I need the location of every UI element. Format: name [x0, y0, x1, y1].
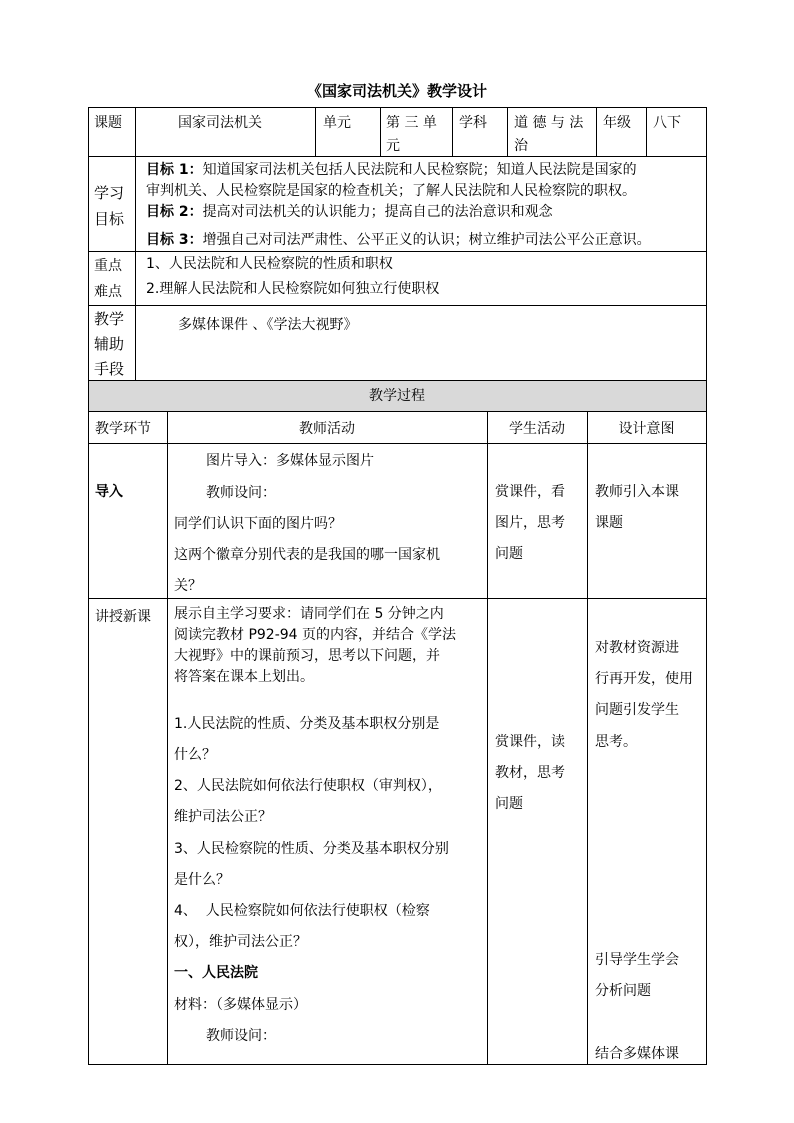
newlesson-student-3: 问题 — [495, 796, 523, 812]
objectives-label-b: 目标 — [94, 210, 125, 228]
col-stage: 教学环节 — [95, 421, 151, 437]
objective-1-cont: 审判机关、人民检察院是国家的检查机关；了解人民法院和人民检察院的职权。 — [146, 183, 636, 199]
value-grade: 八下 — [653, 115, 681, 131]
col-student: 学生活动 — [509, 421, 565, 437]
stage-intro: 导入 — [95, 484, 123, 500]
rule-right — [706, 107, 707, 1065]
question-3a: 3、人民检察院的性质、分类及基本职权分别 — [174, 841, 449, 857]
newlesson-student-2: 教材，思考 — [495, 765, 565, 781]
objective-3-label: 目标 3： — [146, 232, 203, 248]
rule-3 — [88, 305, 707, 306]
rule-p1 — [167, 411, 168, 1065]
keypoint-2: 2.理解人民法院和人民检察院如何独立行使职权 — [146, 281, 440, 297]
objective-2-label: 目标 2： — [146, 204, 203, 220]
rule-h6 — [596, 107, 597, 156]
newlesson-intent-5: 引导学生学会 — [595, 952, 679, 968]
section-court: 一、人民法院 — [174, 965, 258, 981]
rule-h5 — [507, 107, 508, 156]
process-heading: 教学过程 — [369, 388, 425, 404]
newlesson-intent-2: 行再开发，使用 — [595, 671, 693, 687]
label-unit: 单元 — [323, 115, 351, 131]
intro-teacher-2: 教师设问： — [206, 485, 276, 501]
objective-3 — [146, 231, 651, 249]
rule-7 — [88, 598, 707, 599]
newlesson-intent-3: 问题引发学生 — [595, 702, 679, 718]
intro-teacher-5: 关？ — [174, 578, 202, 594]
value-subject-b: 治 — [514, 138, 528, 154]
rule-label-col — [135, 156, 136, 381]
rule-2 — [88, 251, 707, 252]
newlesson-student-1: 赏课件，读 — [495, 734, 565, 750]
rule-left — [88, 107, 89, 1065]
label-grade: 年级 — [603, 115, 631, 131]
intro-teacher-4: 这两个徽章分别代表的是我国的哪一国家机 — [174, 547, 440, 563]
aids-label-c: 手段 — [94, 360, 125, 378]
label-topic: 课题 — [94, 115, 122, 131]
rule-h7 — [646, 107, 647, 156]
newlesson-req-2: 阅读完教材 P92-94 页的内容，并结合《学法 — [174, 627, 457, 643]
keypoints-label-a: 重点 — [94, 258, 122, 274]
stage-newlesson: 讲授新课 — [95, 609, 151, 625]
material-label: 材料：（多媒体显示） — [174, 997, 307, 1013]
rule-h3 — [380, 107, 381, 156]
rule-p3 — [587, 411, 588, 1065]
keypoints-label-b: 难点 — [94, 284, 122, 300]
rule-bottom — [88, 1064, 707, 1065]
question-3b: 是什么？ — [174, 872, 230, 888]
objective-2 — [146, 203, 553, 221]
aids-label-b: 辅助 — [94, 335, 125, 353]
objective-1 — [146, 161, 637, 179]
rule-h4 — [452, 107, 453, 156]
rule-6 — [88, 443, 707, 444]
label-subject: 学科 — [459, 115, 487, 131]
question-4b: 权），维护司法公正？ — [174, 934, 307, 950]
newlesson-req-1: 展示自主学习要求：请同学们在 5 分钟之内 — [174, 606, 444, 622]
newlesson-intent-7: 结合多媒体课 — [595, 1046, 679, 1062]
teacher-ask: 教师设问： — [206, 1028, 276, 1044]
rule-top — [88, 107, 707, 108]
rule-1 — [88, 156, 707, 157]
keypoint-1: 1、人民法院和人民检察院的性质和职权 — [146, 256, 393, 272]
col-teacher: 教师活动 — [299, 421, 355, 437]
rule-h1 — [135, 107, 136, 156]
intro-student-1: 赏课件，看 — [495, 484, 565, 500]
newlesson-intent-6: 分析问题 — [595, 983, 651, 999]
rule-h2 — [315, 107, 316, 156]
document-title: 《国家司法机关》教学设计 — [306, 82, 487, 100]
intro-intent-2: 课题 — [595, 515, 623, 531]
col-intent: 设计意图 — [618, 421, 675, 437]
question-1a: 1.人民法院的性质、分类及基本职权分别是 — [174, 716, 440, 732]
question-4a: 4、 人民检察院如何依法行使职权（检察 — [174, 903, 430, 919]
intro-student-3: 问题 — [495, 546, 523, 562]
intro-intent-1: 教师引入本课 — [595, 484, 679, 500]
rule-4 — [88, 380, 707, 381]
rule-5 — [88, 411, 707, 412]
rule-p2 — [487, 411, 488, 1065]
value-unit-a: 第 三 单 — [386, 115, 437, 131]
value-topic: 国家司法机关 — [178, 115, 262, 131]
objectives-label-a: 学习 — [94, 184, 125, 202]
aids-label-a: 教学 — [94, 310, 125, 328]
newlesson-req-3: 大视野》中的课前预习，思考以下问题，并 — [174, 648, 440, 664]
newlesson-req-4: 将答案在课本上划出。 — [174, 669, 314, 685]
intro-student-2: 图片，思考 — [495, 515, 565, 531]
value-subject-a: 道 德 与 法 — [514, 115, 584, 131]
intro-teacher-3: 同学们认识下面的图片吗？ — [174, 516, 342, 532]
newlesson-intent-1: 对教材资源进 — [595, 640, 679, 656]
value-unit-b: 元 — [386, 138, 400, 154]
intro-teacher-1: 图片导入：多媒体显示图片 — [206, 453, 374, 469]
objective-3-text: 增强自己对司法严肃性、公平正义的认识；树立维护司法公平公正意识。 — [202, 232, 651, 248]
aids-text: 多媒体课件 、《学法大视野》 — [178, 317, 358, 333]
question-1b: 什么？ — [174, 747, 216, 763]
newlesson-intent-4: 思考。 — [595, 734, 637, 750]
question-2b: 维护司法公正？ — [174, 809, 272, 825]
objective-2-text: 提高对司法机关的认识能力；提高自己的法治意识和观念 — [202, 204, 553, 220]
objective-1-label: 目标 1： — [146, 162, 203, 178]
objective-1-text-a: 知道国家司法机关包括人民法院和人民检察院；知道人民法院是国家的 — [202, 162, 637, 178]
question-2a: 2、人民法院如何依法行使职权（审判权）， — [174, 778, 442, 794]
